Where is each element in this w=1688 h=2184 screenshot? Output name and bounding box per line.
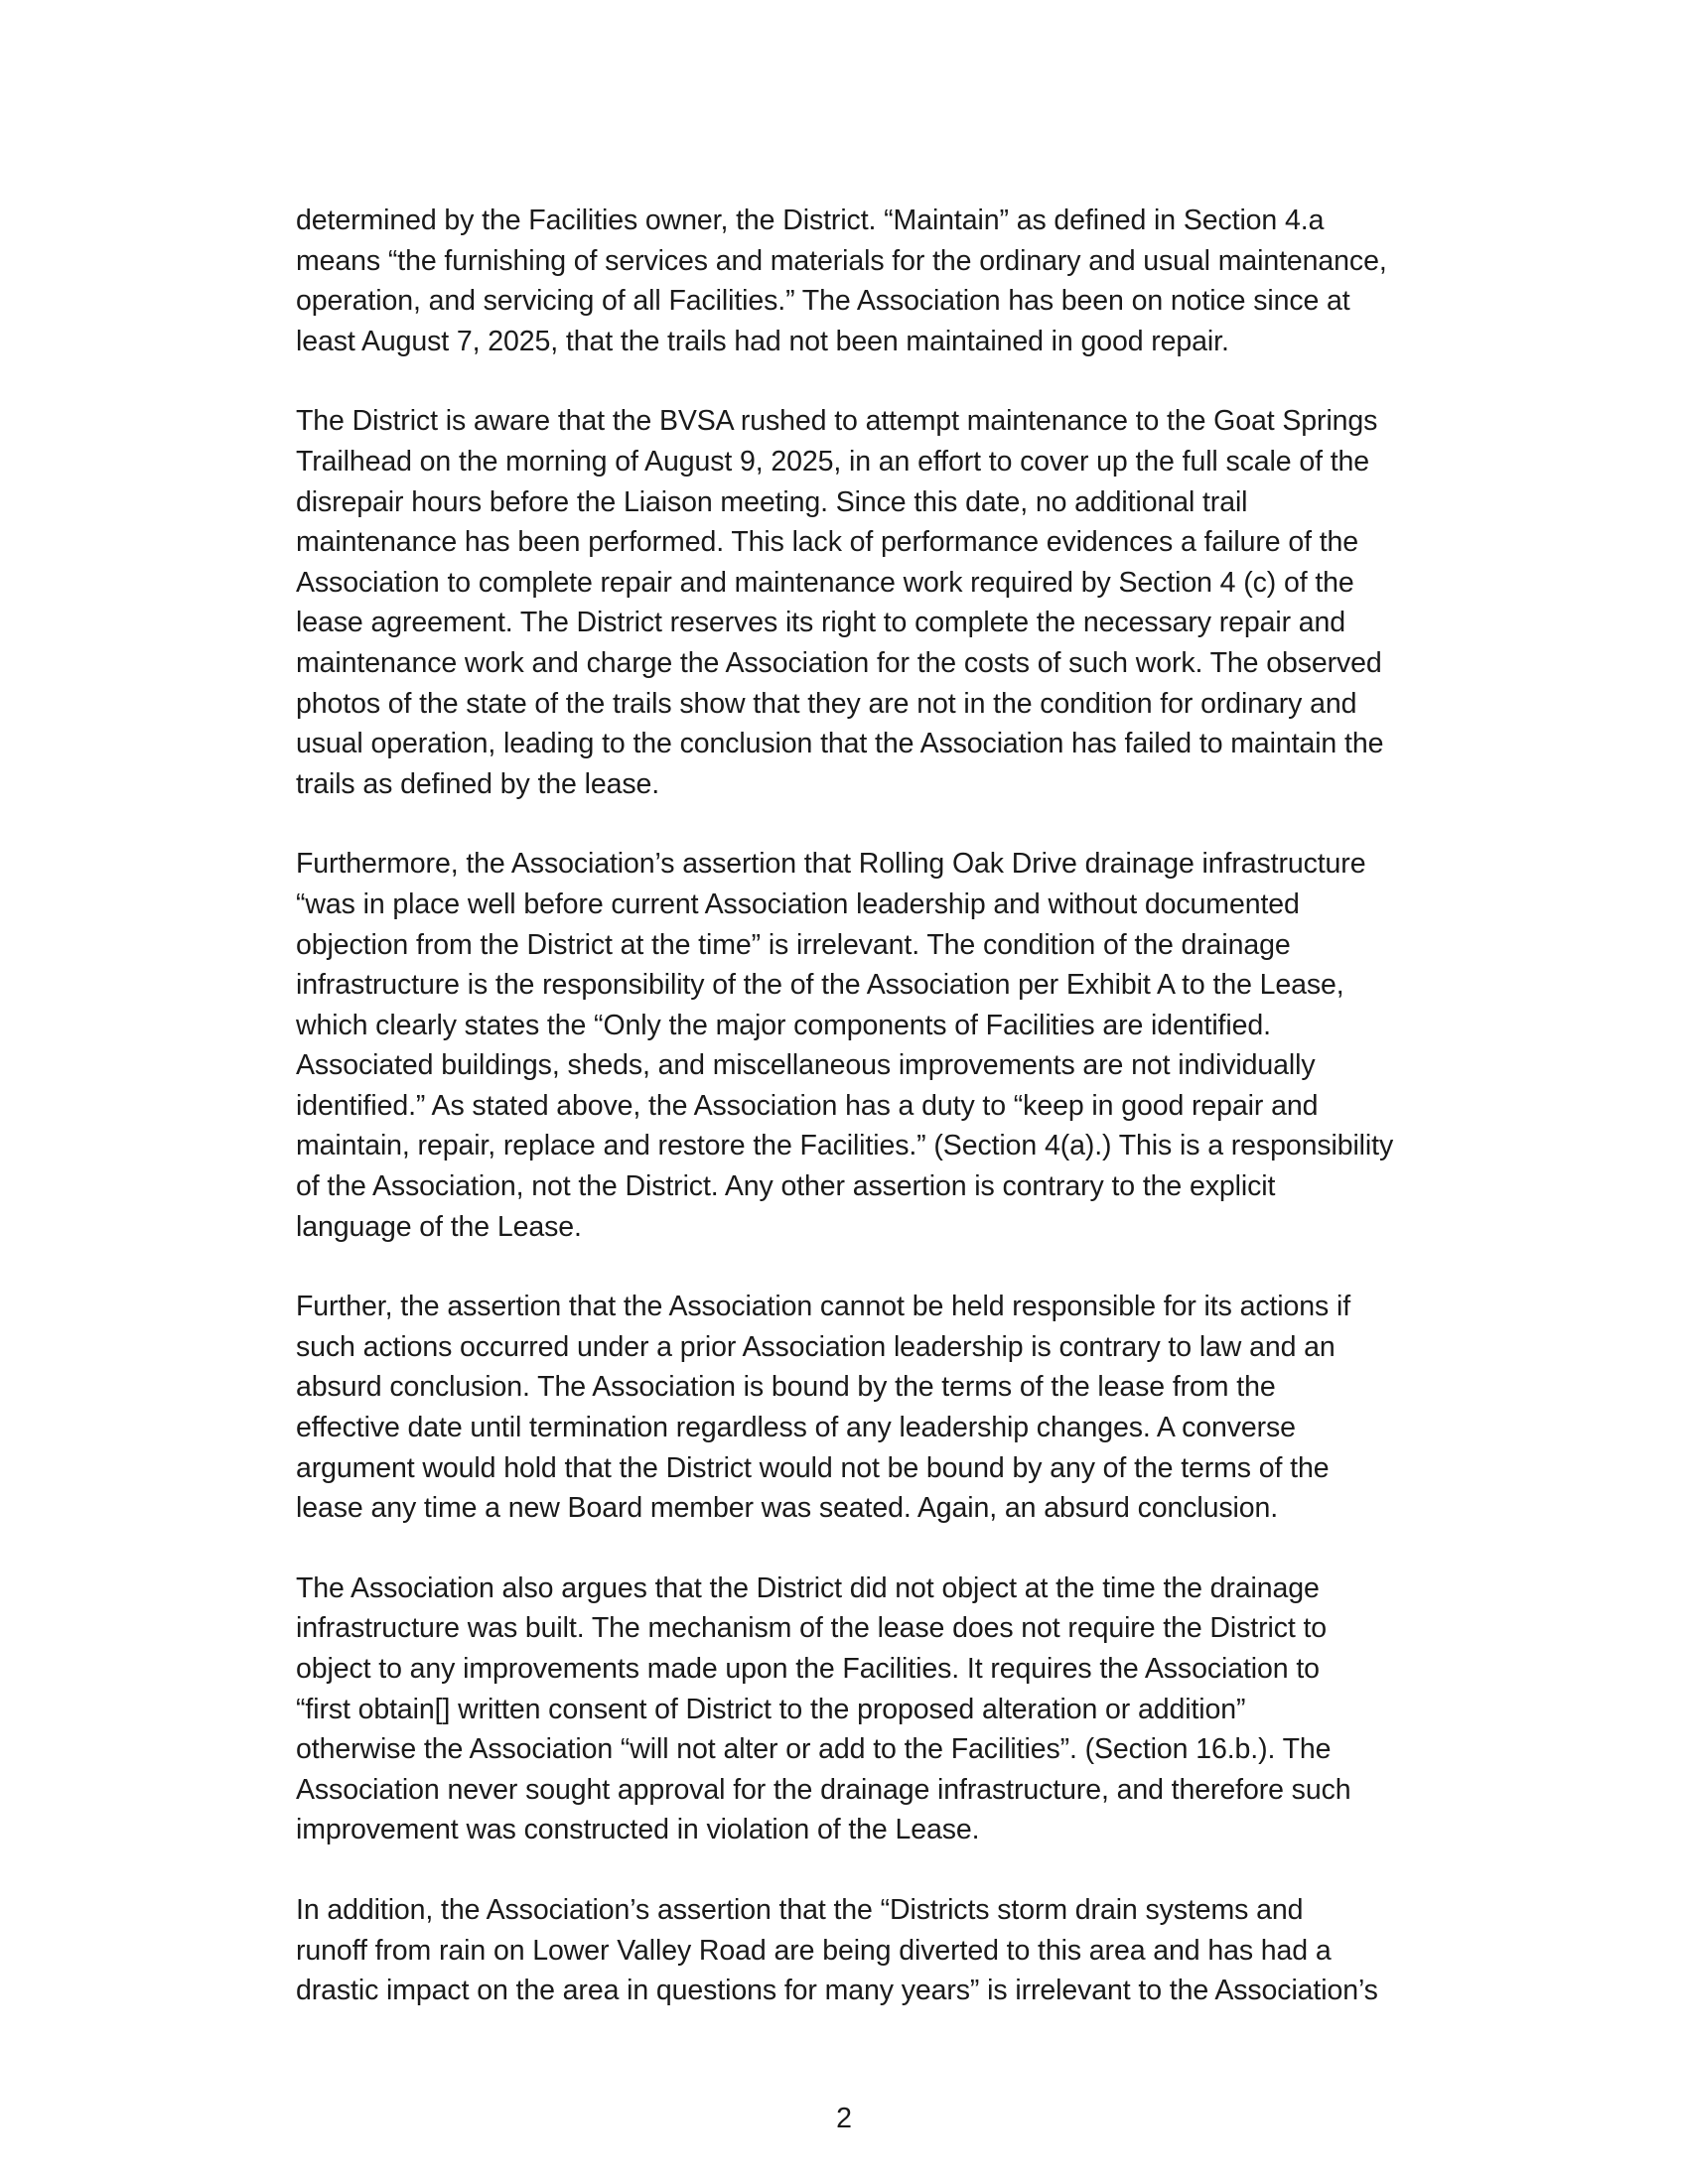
text-line: such actions occurred under a prior Association leadership is contrary to law and an [296, 1330, 1336, 1363]
paragraph-prior-leadership [296, 1287, 1497, 1529]
text-line: Trailhead on the morning of August 9, 2025, in an effort to cover up the full scale of the [296, 445, 1370, 478]
text-line: improvement was constructed in violation of the Lease. [296, 1814, 980, 1846]
paragraph-storm-drain [296, 1890, 1497, 2011]
text-line: Association to complete repair and maintenance work required by Section 4 (c) of the [296, 566, 1354, 599]
text-line: usual operation, leading to the conclusion that the Association has failed to maintain the [296, 728, 1384, 760]
text-line: runoff from rain on Lower Valley Road are being diverted to this area and has had a [296, 1934, 1332, 1967]
text-line: maintenance has been performed. This lack of performance evidences a failure of the [296, 526, 1359, 559]
text-line: lease any time a new Board member was seated. Again, an absurd conclusion. [296, 1492, 1279, 1525]
text-line: absurd conclusion. The Association is bound by the terms of the lease from the [296, 1371, 1276, 1404]
paragraph-drainage-infrastructure [296, 844, 1497, 1247]
text-line: “was in place well before current Association leadership and without documented [296, 887, 1300, 920]
text-line: Furthermore, the Association’s assertion that Rolling Oak Drive drainage infrastructure [296, 848, 1366, 881]
text-line: maintenance work and charge the Association for the costs of such work. The observed [296, 646, 1382, 679]
paragraph-maintain-definition [296, 201, 1497, 361]
text-line: argument would hold that the District would not be bound by any of the terms of the [296, 1451, 1330, 1484]
text-line: infrastructure is the responsibility of the of the Association per Exhibit A to the Lease, [296, 969, 1344, 1002]
text-line: identified.” As stated above, the Association has a duty to “keep in good repair and [296, 1089, 1319, 1122]
text-line: Further, the assertion that the Association cannot be held responsible for its actions if [296, 1291, 1351, 1323]
text-line: object to any improvements made upon the Facilities. It requires the Association to [296, 1653, 1320, 1685]
text-line: Associated buildings, sheds, and miscellaneous improvements are not individually [296, 1049, 1316, 1082]
text-line: In addition, the Association’s assertion that the “Districts storm drain systems and [296, 1893, 1304, 1926]
text-line: language of the Lease. [296, 1210, 582, 1243]
text-line: The Association also argues that the District did not object at the time the drainage [296, 1571, 1320, 1604]
text-line: “first obtain[] written consent of District to the proposed alteration or addition” [296, 1693, 1246, 1725]
document-body [296, 201, 1497, 2051]
text-line: which clearly states the “Only the major components of Facilities are identified. [296, 1009, 1271, 1041]
text-line: infrastructure was built. The mechanism of the lease does not require the District to [296, 1612, 1328, 1645]
text-line: otherwise the Association “will not alter or add to the Facilities”. (Section 16.b.). The [296, 1733, 1332, 1766]
text-line: maintain, repair, replace and restore the Facilities.” (Section 4(a).) This is a responsibility [296, 1130, 1394, 1162]
page-number: 2 [836, 2103, 852, 2134]
text-line: disrepair hours before the Liaison meeting. Since this date, no additional trail [296, 485, 1248, 518]
text-line: drastic impact on the area in questions for many years” is irrelevant to the Association’s [296, 1975, 1378, 2007]
text-line: least August 7, 2025, that the trails had not been maintained in good repair. [296, 325, 1229, 357]
text-line: effective date until termination regardless of any leadership changes. A converse [296, 1412, 1296, 1444]
text-line: determined by the Facilities owner, the District. “Maintain” as defined in Section 4.a [296, 205, 1325, 236]
text-line: of the Association, not the District. Any other assertion is contrary to the explicit [296, 1170, 1276, 1203]
text-line: photos of the state of the trails show that they are not in the condition for ordinary and [296, 687, 1357, 720]
paragraph-district-objection [296, 1569, 1497, 1850]
text-line: The District is aware that the BVSA rushed to attempt maintenance to the Goat Springs [296, 405, 1378, 438]
text-line: operation, and servicing of all Facilities.” The Association has been on notice since at [296, 285, 1350, 318]
text-line: trails as defined by the lease. [296, 767, 660, 800]
text-line: means “the furnishing of services and materials for the ordinary and usual maintenance, [296, 244, 1387, 277]
text-line: Association never sought approval for the drainage infrastructure, and therefore such [296, 1773, 1351, 1806]
text-line: objection from the District at the time” is irrelevant. The condition of the drainage [296, 928, 1291, 961]
text-line: lease agreement. The District reserves its right to complete the necessary repair and [296, 607, 1346, 639]
paragraph-trail-maintenance [296, 401, 1497, 804]
